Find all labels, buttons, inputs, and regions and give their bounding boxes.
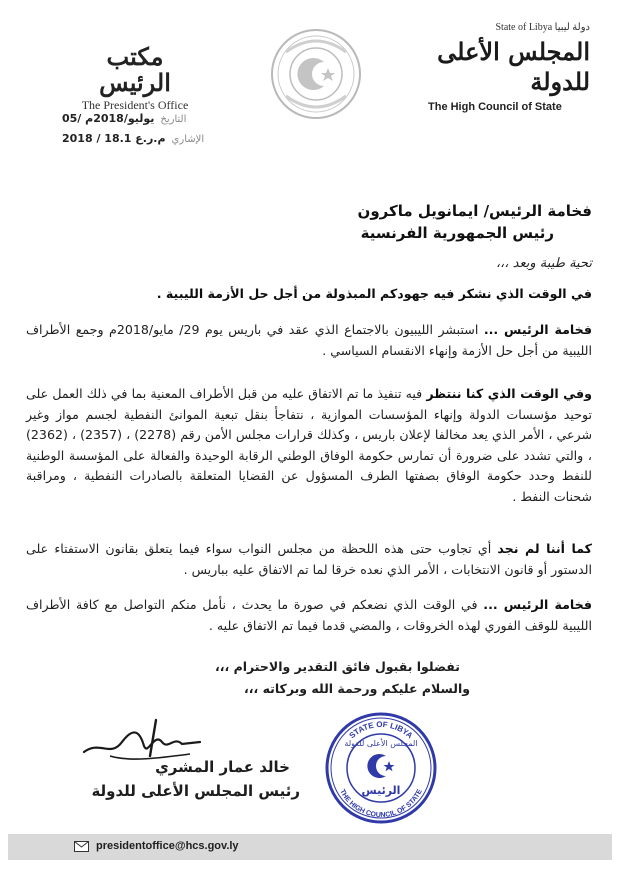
closing-regards: تفضلوا بقبول فائق التقدير والاحترام ،،، [214, 659, 460, 674]
seal-bottom-text: THE HIGH COUNCIL OF STATE [338, 788, 424, 820]
seal-president-text: الرئيس [361, 784, 401, 797]
svg-text:STATE OF LIBYA [347, 720, 414, 741]
state-of-libya-line: State of Libya دولة ليبيا [495, 22, 590, 33]
paragraph-5-lead: فخامة الرئيس ... [483, 597, 592, 612]
signatory-name: خالد عمار المشري [155, 758, 290, 776]
addressee-block [32, 200, 592, 244]
reference-value: 2018 / 18.1 م.ر.ع [62, 132, 166, 145]
president-office-logo [70, 44, 200, 113]
official-seal-icon [320, 710, 442, 826]
greeting: تحية طيبة وبعد ،،، [495, 256, 592, 271]
paragraph-4-lead: كما أننا لم نجد [497, 541, 592, 556]
paragraph-4 [26, 539, 592, 580]
seal-top-text: STATE OF LIBYA [347, 719, 415, 741]
signature-block [70, 712, 300, 812]
paragraph-3 [26, 384, 592, 507]
paragraph-5 [26, 595, 592, 636]
closing-block [150, 656, 470, 700]
paragraph-3-text: فيه تنفيذ ما تم الاتفاق عليه من قبل الأطراف المعنية بما في ذلك العمل على توحيد مؤسسات الدولة وإنهاء المؤسسات الموازية ، نتفاجأ بنقل تبعية الموانئ النفطية لجسم مواز وغير شرعي ، الأمر الذي يعد مخالفا لإعلان باريس ، وكذلك قرارات مجلس الأمن رقم (2278) ، (2357) ، (2362) ، والتي تشدد على ضرورة أن تمارس حكومة الوفاق الوطني الرقابة الوحيدة والفعالة على المؤسسة الوطنية للنفط وحدد حكومة الوفاق بصفتها الطرف المسؤول عن القضايا المتعلقة بالصادرات النفطية ، ومراقبة شحنات النفط . [26, 386, 592, 504]
paragraph-2 [26, 320, 592, 361]
footer-bar [8, 834, 612, 860]
paragraph-1 [26, 284, 592, 305]
paragraph-5-text: في الوقت الذي نضعكم في صورة ما يحدث ، نأمل منكم التواصل مع كافة الأطراف الليبية للوقف الفوري لهذه الخروقات ، والمضي قدما فيما تم الاتفاق عليه . [26, 597, 592, 633]
seal-arabic-text: المجلس الأعلى للدولة [344, 739, 418, 748]
footer-email: presidentoffice@hcs.gov.ly [96, 840, 239, 852]
addressee-title: رئيس الجمهورية الفرنسية [360, 224, 554, 242]
date-value: 05/ يوليو/2018م [62, 112, 155, 125]
closing-salutation: والسلام عليكم ورحمة الله وبركاته ،،، [243, 681, 470, 696]
office-name-english: The President's Office [81, 98, 189, 112]
high-council-logo [400, 22, 590, 113]
council-name-arabic: المجلس الأعلى للدولة [437, 37, 590, 96]
signatory-title: رئيس المجلس الأعلى للدولة [91, 782, 300, 800]
date-row [62, 112, 282, 132]
office-name-arabic: مكتب الرئيس [99, 42, 171, 97]
paragraph-1-text: في الوقت الذي نشكر فيه جهودكم المبذولة من أجل حل الأزمة الليبية . [156, 286, 592, 301]
date-label: التاريخ [160, 114, 187, 125]
state-emblem-icon [268, 26, 364, 122]
paragraph-2-lead: فخامة الرئيس ... [483, 322, 592, 337]
paragraph-3-lead: وفي الوقت الذي كنا ننتظر [426, 386, 592, 401]
reference-row [62, 132, 282, 152]
letter-meta [62, 112, 282, 152]
council-name-english: The High Council of State [428, 101, 562, 113]
reference-label: الإشاري [171, 134, 205, 145]
paragraph-4-text: أي تجاوب حتى هذه اللحظة من مجلس النواب سواء فيما يتعلق بقانون الاستفتاء على الدستور أو قانون الانتخابات ، الأمر الذي نعده خرقا لما تم الاتفاق عليه بباريس . [26, 541, 592, 577]
envelope-icon [74, 841, 89, 852]
paragraph-2-text: استبشر الليبيون بالاجتماع الذي عقد في باريس يوم 29/ مايو/2018م وجمع الأطراف الليبية من أجل حل الأزمة وإنهاء الانقسام السياسي . [26, 322, 592, 358]
addressee-name: فخامة الرئيس/ ايمانويل ماكرون [357, 202, 592, 220]
